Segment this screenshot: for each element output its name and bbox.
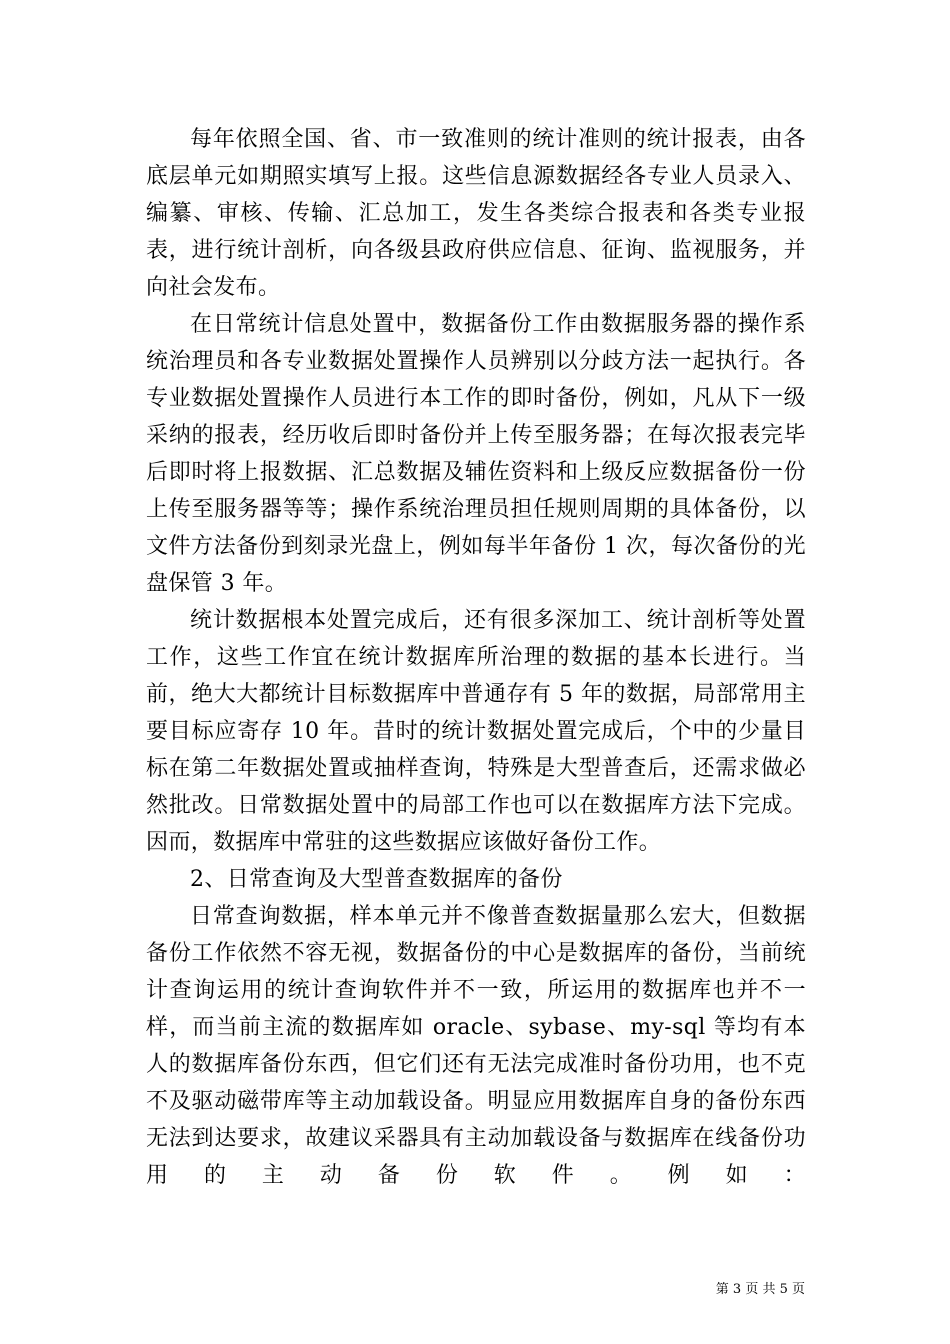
paragraph-deep-processing: 统计数据根本处置完成后，还有很多深加工、统计剖析等处置工作，这些工作宜在统计数据库所治理的数据的基本长进行。当前，绝大大都统计目标数据库中普通存有 5 年的数据，局部常用主要目标应寄存 10 年。昔时的统计数据处置完成后，个中的少量目标在第二年数据处置或抽样查询，特殊是大型普查后，还需求做必然批改。日常数据处置中的局部工作也可以在数据库方法下完成。因而，数据库中常驻的这些数据应该做好备份工作。 — [146, 608, 806, 855]
document-body — [146, 121, 806, 1194]
paragraph-survey-database-backup: 日常查询数据，样本单元并不像普查数据量那么宏大，但数据备份工作依然不容无视，数据备份的中心是数据库的备份，当前统计查询运用的统计查询软件并不一致，所运用的数据库也并不一样，而当前主流的数据库如 oracle、sybase、my-sql 等均有本人的数据库备份东西，但它们还有无法完成准时备份功用，也不克不及驱动磁带库等主动加载设备。明显应用数据库自身的备份东西无法到达要求，故建议采器具有主动加载设备与数据库在线备份功用的主动备份软件。例如： — [146, 904, 806, 1188]
page-number-footer: 第 3 页 共 5 页 — [715, 1282, 805, 1297]
paragraph-daily-backup: 在日常统计信息处置中，数据备份工作由数据服务器的操作系统治理员和各专业数据处置操作人员辨别以分歧方法一起执行。各专业数据处置操作人员进行本工作的即时备份，例如，凡从下一级采纳的报表，经历收后即时备份并上传至服务器；在每次报表完毕后即时将上报数据、汇总数据及辅佐资料和上级反应数据备份一份上传至服务器等等；操作系统治理员担任规则周期的具体备份，以文件方法备份到刻录光盘上，例如每半年备份 1 次，每次备份的光盘保管 3 年。 — [146, 312, 806, 596]
paragraph-statistical-reports: 每年依照全国、省、市一致准则的统计准则的统计报表，由各底层单元如期照实填写上报。这些信息源数据经各专业人员录入、编纂、审核、传输、汇总加工，发生各类综合报表和各类专业报表，进行统计剖析，向各级县政府供应信息、征询、监视服务，并向社会发布。 — [146, 127, 806, 300]
section-heading: 2、日常查询及大型普查数据库的备份 — [190, 867, 563, 892]
